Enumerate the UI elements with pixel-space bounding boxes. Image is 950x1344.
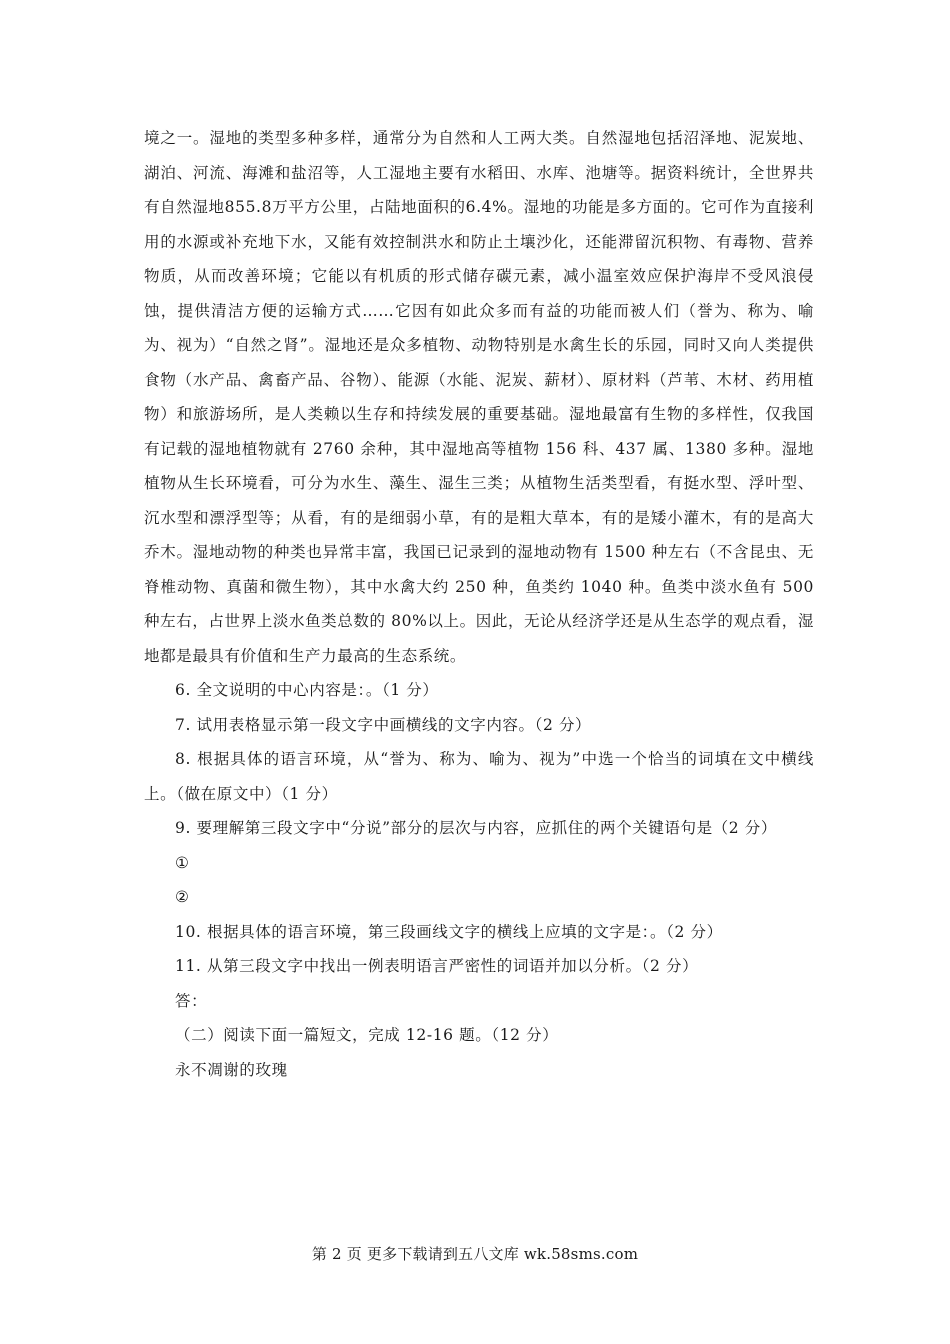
section-two-heading: （二）阅读下面一篇短文，完成 12-16 题。（12 分） <box>175 1026 559 1044</box>
question-11: 11. 从第三段文字中找出一例表明语言严密性的词语并加以分析。（2 分） <box>175 957 699 975</box>
passage-paragraph: 境之一。湿地的类型多种多样，通常分为自然和人工两大类。自然湿地包括沼泽地、泥炭地、湖泊、河流、海滩和盐沼等，人工湿地主要有水稻田、水库、池塘等。据资料统计，全世界共有自然湿地855.8万平方公里，占陆地面积的6.4%。湿地的功能是多方面的。它可作为直接利用的水源或补充地下水，又能有效控制洪水和防止土壤沙化，还能滞留沉积物、有毒物、营养物质，从而改善环境；它能以有机质的形式储存碳元素，减小温室效应保护海岸不受风浪侵蚀，提供清洁方便的运输方式……它因有如此众多而有益的功能而被人们（誉为、称为、喻为、视为）“自然之肾”。湿地还是众多植物、动物特别是水禽生长的乐园，同时又向人类提供食物（水产品、禽畜产品、谷物）、能源（水能、泥炭、薪材）、原材料（芦苇、木材、药用植物）和旅游场所，是人类赖以生存和持续发展的重要基础。湿地最富有生物的多样性，仅我国有记载的湿地植物就有 2760 余种，其中湿地高等植物 156 科、437 属、1380 多种。湿地植物从生长环境看，可分为水生、藻生、湿生三类；从植物生活类型看，有挺水型、浮叶型、沉水型和漂浮型等；从看，有的是细弱小草，有的是粗大草本，有的是矮小灌木，有的是高大乔木。湿地动物的种类也异常丰富，我国已记录到的湿地动物有 1500 种左右（不含昆虫、无脊椎动物、真菌和微生物），其中水禽大约 250 种，鱼类约 1040 种。鱼类中淡水鱼有 500 种左右，占世界上淡水鱼类总数的 80%以上。因此，无论从经济学还是从生态学的观点看，湿地都是最具有价值和生产力最高的生态系统。 <box>144 129 814 665</box>
question-9: 9. 要理解第三段文字中“分说”部分的层次与内容，应抓住的两个关键语句是（2 分） <box>175 819 777 837</box>
page-footer: 第 2 页 更多下载请到五八文库 wk.58sms.com <box>311 1245 639 1263</box>
answer-slot-1: ① <box>175 853 190 872</box>
question-7: 7. 试用表格显示第一段文字中画横线的文字内容。（2 分） <box>175 715 592 734</box>
document-body <box>144 121 814 1087</box>
question-8: 8. 根据具体的语言环境，从“誉为、称为、喻为、视为”中选一个恰当的词填在文中横线上。（做在原文中）（1 分） <box>144 750 814 803</box>
question-6: 6. 全文说明的中心内容是：。（1 分） <box>175 681 439 699</box>
essay-title: 永不凋谢的玫瑰 <box>175 1060 288 1079</box>
answer-slot-2: ② <box>175 888 190 906</box>
answer-label: 答： <box>175 991 208 1010</box>
question-10: 10. 根据具体的语言环境，第三段画线文字的横线上应填的文字是：。（2 分） <box>175 922 723 941</box>
